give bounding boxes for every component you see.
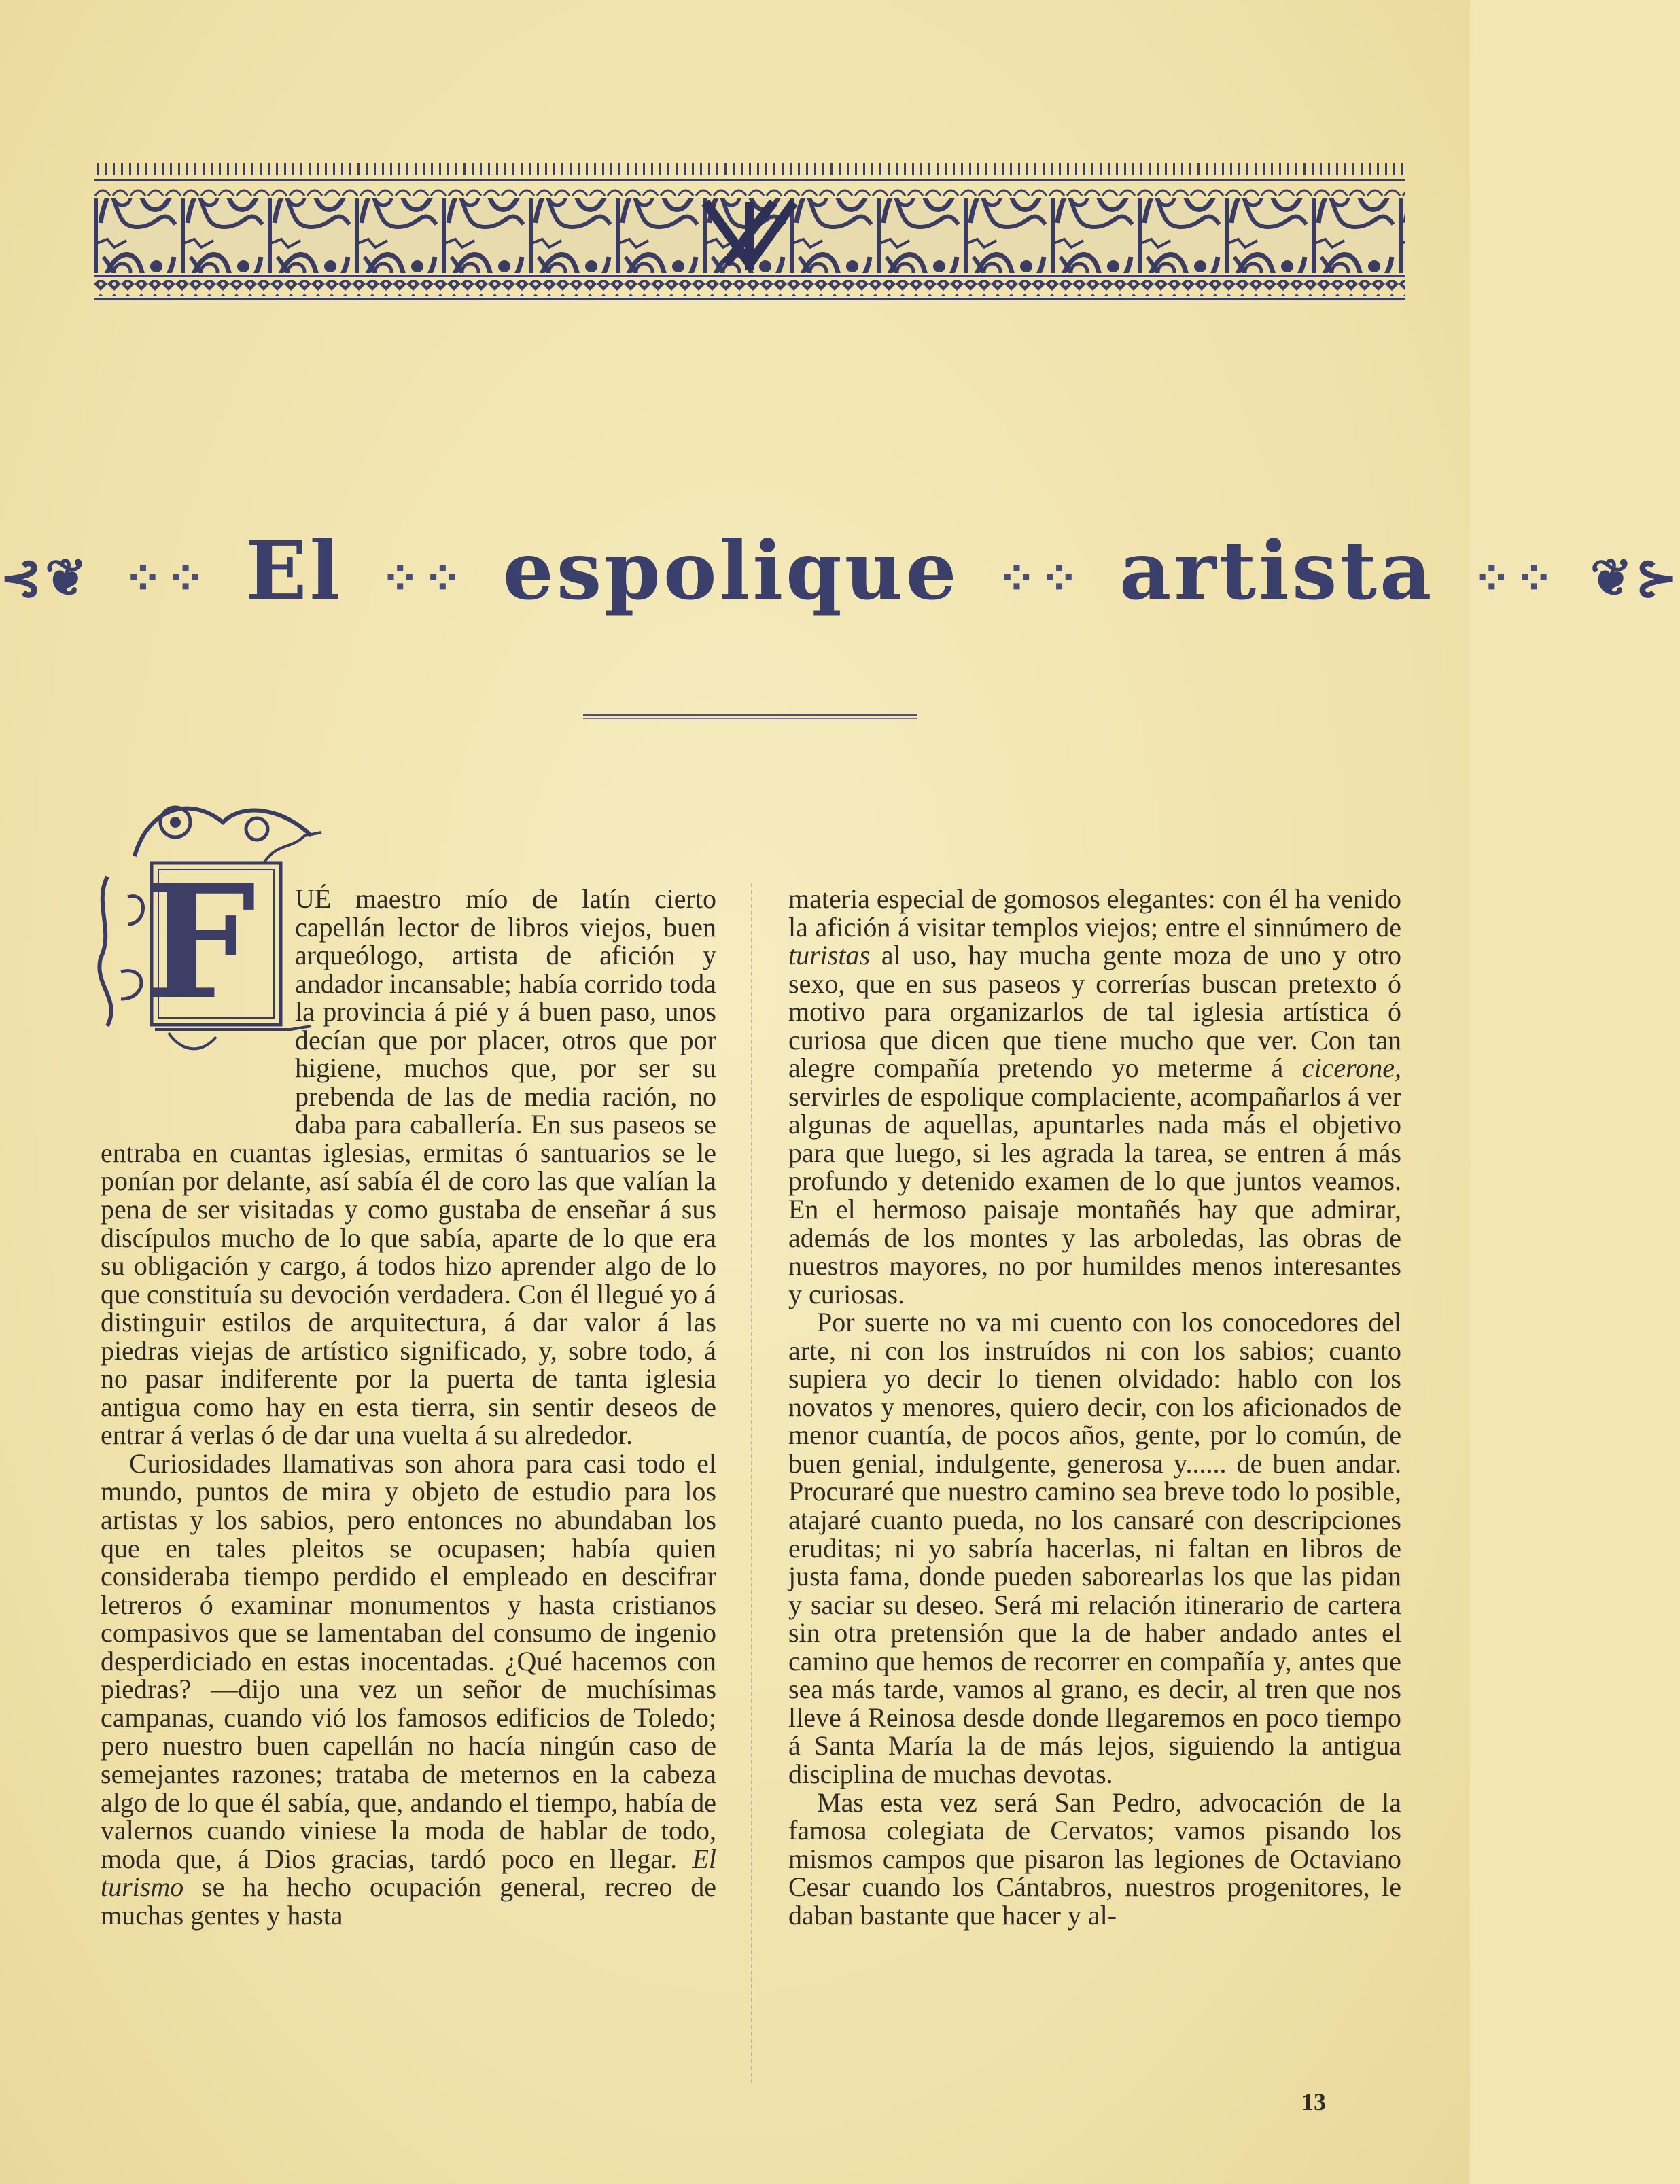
paragraph: Por suerte no va mi cuento con los conocedores del arte, ni con los instruídos ni con los sabios; cuanto supiera yo decir lo tienen olvidado: hablo con los novatos y menores, quiero decir, con los aficionados de menor cuantía, de pocos años, gente, por lo común, de buen genial, indulgente, generosa y...... de buen andar. Procuraré que nuestro camino sea breve todo lo posible, atajaré cuanto pueda, no los cansaré con descripciones eruditas; ni yo sabría hacerlas, ni faltan en libros de justa fama, donde pueden saborearlas los que las pidan y saciar su deseo. Será mi relación itinerario de cartera sin otra pretensión que la de haber andado antes el camino que hemos de recorrer en compañía y, antes que sea más tarde, vamos al grano, es decir, al tren que nos lleve á Reinosa desde donde llegaremos en poco tiempo á Santa María la de más lejos, siguiendo la antigua disciplina de muchas devotas. xyxy=(788,1307,1401,1789)
column-divider xyxy=(751,883,752,2083)
title-word: El xyxy=(245,523,343,618)
title-separator: ⁘⁘ xyxy=(996,550,1082,606)
paragraph: materia especial de gomosos elegantes: con él ha venido la afición á visitar templos viejos; entre el sinnúmero de turistas al uso, hay mucha gente moza de uno y otro sexo, que en sus paseos y correrías buscan pretexto ó motivo para organizarlos de tal iglesia artística ó curiosa que dicen que tiene mucho que ver. Con tan alegre compañía pretendo yo meterme á cicerone, servirles de espolique complaciente, acompañarlos á ver algunas de aquellas, apuntarles nada más el objetivo para que luego, si les agrada la tarea, se entren á más profundo y detenido examen de lo que juntos veamos. En el hermoso paisaje montañés hay que admirar, además de los montes y las arboledas, las obras de nuestros mayores, no por humildes menos interesantes y curiosas. xyxy=(788,883,1401,1309)
title-separator: ⁘⁘ xyxy=(1471,550,1557,606)
text-column-right xyxy=(788,885,1401,1929)
floral-griffin-frieze-icon xyxy=(94,162,1405,313)
scroll-flourish-icon: ⊰❦ xyxy=(0,548,90,607)
title-rule xyxy=(583,714,917,720)
article-title xyxy=(0,523,1680,618)
page-number: 13 xyxy=(1301,2088,1326,2115)
scroll-flourish-icon: ❦⊱ xyxy=(1590,548,1680,607)
paragraph: UÉ maestro mío de latín cierto capellán lector de libros viejos, buen arqueólogo, artista de afición y andador incansable; había corrido toda la provincia á pié y á buen paso, unos decían que por placer, otros que por higiene, muchos que, por ser su prebenda de las de media ración, no daba para caballería. En sus paseos se entraba en cuantas iglesias, ermitas ó santuarios se le ponían por delante, así sabía él de coro las que valían la pena de ser visitadas y como gustaba de enseñar á sus discípulos mucho de lo que sabía, aparte de lo que era su obligación y cargo, á todos hizo aprender algo de lo que constituía su devoción verdadera. Con él llegué yo á distinguir estilos de arquitectura, á dar valor á las piedras viejas de artístico significado, y, sobre todo, á no pasar indiferente por la puerta de tanta iglesia antigua como hay en esta tierra, sin sentir deseos de entrar á verlas ó de dar una vuelta á su alrededor. xyxy=(101,883,716,1451)
text-column-left xyxy=(101,885,716,1929)
drop-cap: F xyxy=(145,851,256,1034)
paragraph: Mas esta vez será San Pedro, advocación de la famosa colegiata de Cervatos; vamos pisando los mismos campos que pisaron las legiones de Octaviano Cesar cuando los Cántabros, nuestros progenitores, le daban bastante que hacer y al- xyxy=(788,1786,1401,1931)
title-word: espolique xyxy=(502,523,960,618)
title-word: artista xyxy=(1119,523,1435,618)
title-separator: ⁘⁘ xyxy=(380,550,466,606)
paragraph: Curiosidades llamativas son ahora para casi todo el mundo, puntos de mira y objeto de estudio para los artistas y los sabios, pero entonces no abundaban los que en tales pleitos se ocupasen; había quien consideraba tiempo perdido el empleado en descifrar letreros ó examinar monumentos y hasta cristianos compasivos que se lamentaban del consumo de ingenio desperdiciado en estas inocentadas. ¿Qué hacemos con piedras? —dijo una vez un señor de muchísimas campanas, cuando vió los famosos edificios de Toledo; pero nuestro buen capellán no hacía ningún caso de semejantes razones; trataba de meternos en la cabeza algo de lo que él sabía, que, andando el tiempo, había de valernos cuando viniese la moda de hablar de todo, moda que, á Dios gracias, tardó poco en llegar. El turismo se ha hecho ocupación general, recreo de muchas gentes y hasta xyxy=(101,1447,716,1931)
title-separator: ⁘⁘ xyxy=(123,550,209,606)
